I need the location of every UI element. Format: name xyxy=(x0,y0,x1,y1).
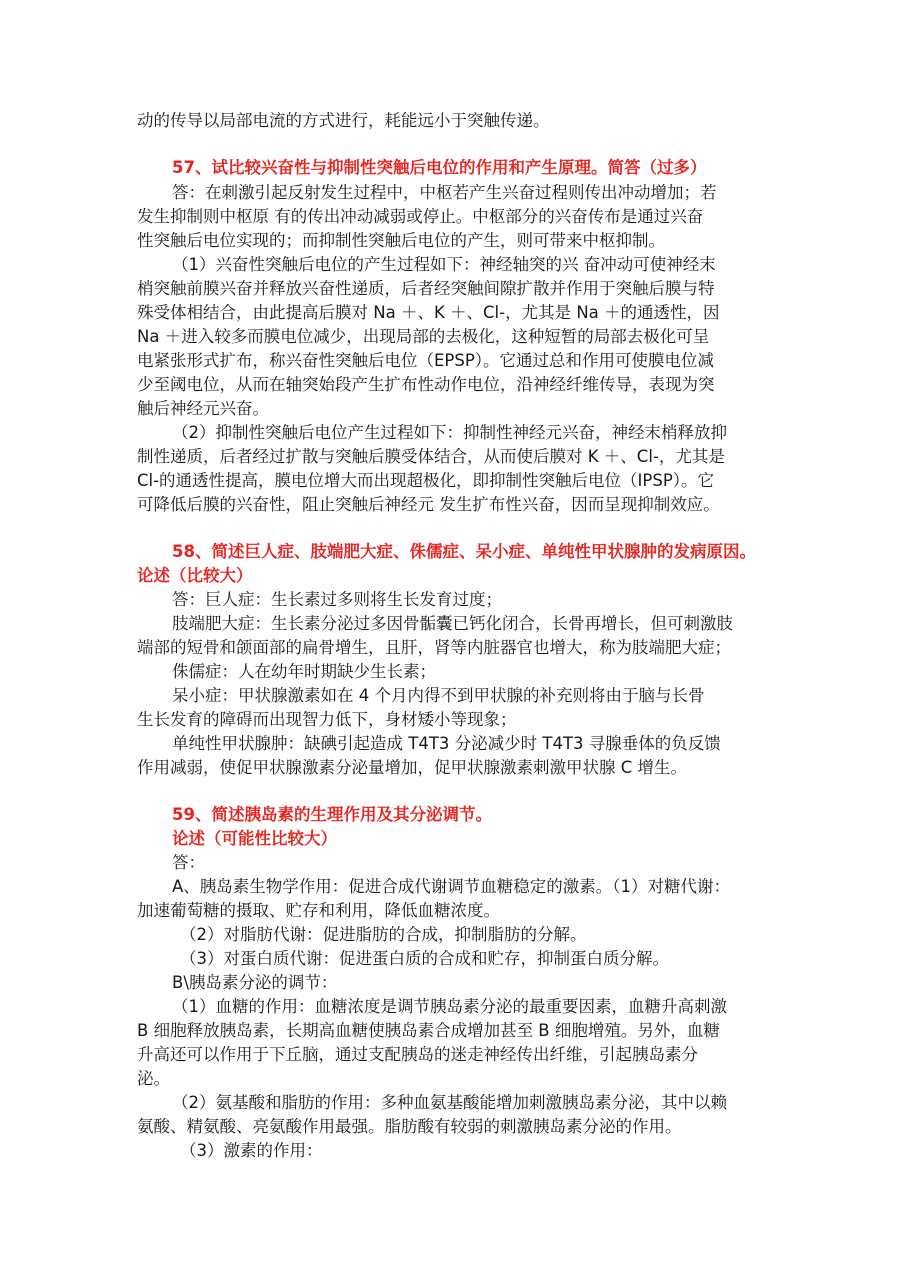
q59-line: 泌。 xyxy=(137,1069,170,1088)
q57-line: 可降低后膜的兴奋性，阻止突触后神经元 发生扩布性兴奋，因而呈现抑制效应。 xyxy=(137,495,720,514)
q59-line: B\胰岛素分泌的调节： xyxy=(172,973,338,992)
q58-line: 侏儒症：人在幼年时期缺少生长素； xyxy=(172,662,436,681)
q59-line: 加速葡萄糖的摄取、贮存和利用，降低血糖浓度。 xyxy=(137,901,500,920)
q59-line: （3）激素的作用： xyxy=(180,1141,323,1160)
q59-line: （1）血糖的作用：血糖浓度是调节胰岛素分泌的最重要因素，血糖升高刺激 xyxy=(172,997,727,1016)
q57-line: （1）兴奋性突触后电位的产生过程如下：神经轴突的兴 奋冲动可使神经末 xyxy=(172,255,716,274)
q57-line: 触后神经元兴奋。 xyxy=(137,399,269,418)
q58-line: 单纯性甲状腺肿：缺碘引起造成 T4T3 分泌减少时 T4T3 寻腺垂体的负反馈 xyxy=(172,734,721,753)
q57-line: 电紧张形式扩布，称兴奋性突触后电位（EPSP）。它通过总和作用可使膜电位减 xyxy=(137,351,715,370)
q58-title: 58、简述巨人症、肢端肥大症、侏儒症、呆小症、单纯性甲状腺肿的发病原因。 xyxy=(172,542,756,561)
q57-line: 殊受体相结合，由此提高后膜对 Na ＋、K ＋、Cl-，尤其是 Na ＋的通透性，因 xyxy=(137,303,720,322)
q59-line: 升高还可以作用于下丘脑，通过支配胰岛的迷走神经传出纤维，引起胰岛素分 xyxy=(137,1045,698,1064)
q58-line: 生长发育的障碍而出现智力低下，身材矮小等现象； xyxy=(137,710,517,729)
q58-line: 肢端肥大症：生长素分泌过多因骨骺囊已钙化闭合，长骨再增长，但可刺激肢 xyxy=(172,614,733,633)
q57-line: 少至阈电位，从而在轴突始段产生扩布性动作电位，沿神经纤维传导，表现为突 xyxy=(137,375,715,394)
q57-line: 答：在刺激引起反射发生过程中，中枢若产生兴奋过程则传出冲动增加；若 xyxy=(172,183,717,202)
q59-line: （3）对蛋白质代谢：促进蛋白质的合成和贮存，抑制蛋白质分解。 xyxy=(180,949,669,968)
q59-line: （2）对脂肪代谢：促进脂肪的合成，抑制脂肪的分解。 xyxy=(180,925,587,944)
q59-line: （2）氨基酸和脂肪的作用：多种血氨基酸能增加刺激胰岛素分泌，其中以赖 xyxy=(172,1093,727,1112)
q59-line: B 细胞释放胰岛素，长期高血糖使胰岛素合成增加甚至 B 细胞增殖。另外，血糖 xyxy=(137,1021,720,1040)
q59-line: 氨酸、精氨酸、亮氨酸作用最强。脂肪酸有较弱的刺激胰岛素分泌的作用。 xyxy=(137,1117,682,1136)
q57-line: 性突触后电位实现的；而抑制性突触后电位的产生，则可带来中枢抑制。 xyxy=(137,231,665,250)
q58-title-type: 论述（比较大） xyxy=(137,566,253,585)
q57-line: 制性递质，后者经过扩散与突触后膜受体结合，从而使后膜对 K ＋、Cl-，尤其是 xyxy=(137,447,725,466)
q57-line: 发生抑制则中枢原 有的传出冲动减弱或停止。中枢部分的兴奋传布是通过兴奋 xyxy=(137,207,704,226)
q59-line: A、胰岛素生物学作用：促进合成代谢调节血糖稳定的激素。（1）对糖代谢： xyxy=(172,877,731,896)
q57-line: 梢突触前膜兴奋并释放兴奋性递质，后者经突触间隙扩散并作用于突触后膜与特 xyxy=(137,279,715,298)
q58-line: 端部的短骨和颌面部的扁骨增生，且肝，肾等内脏器官也增大，称为肢端肥大症； xyxy=(137,638,731,657)
q59-line: 答： xyxy=(172,853,205,872)
q58-line: 作用减弱，使促甲状腺激素分泌量增加，促甲状腺激素刺激甲状腺 C 增生。 xyxy=(137,758,688,777)
q57-title: 57、试比较兴奋性与抑制性突触后电位的作用和产生原理。简答（过多） xyxy=(172,158,707,177)
q57-line: Cl-的通透性提高，膜电位增大而出现超极化，即抑制性突触后电位（IPSP）。它 xyxy=(137,471,715,490)
q59-title: 59、简述胰岛素的生理作用及其分泌调节。 xyxy=(172,805,492,824)
q58-line: 答：巨人症：生长素过多则将生长发育过度； xyxy=(172,590,502,609)
intro-tail-text: 动的传导以局部电流的方式进行，耗能远小于突触传递。 xyxy=(137,111,550,130)
q57-line: （2）抑制性突触后电位产生过程如下：抑制性神经元兴奋，神经末梢释放抑 xyxy=(172,423,727,442)
q59-title-type: 论述（可能性比较大） xyxy=(172,829,337,848)
q57-line: Na ＋进入较多而膜电位减少，出现局部的去极化，这种短暂的局部去极化可呈 xyxy=(137,327,710,346)
q58-line: 呆小症：甲状腺激素如在 4 个月内得不到甲状腺的补充则将由于脑与长骨 xyxy=(172,686,705,705)
